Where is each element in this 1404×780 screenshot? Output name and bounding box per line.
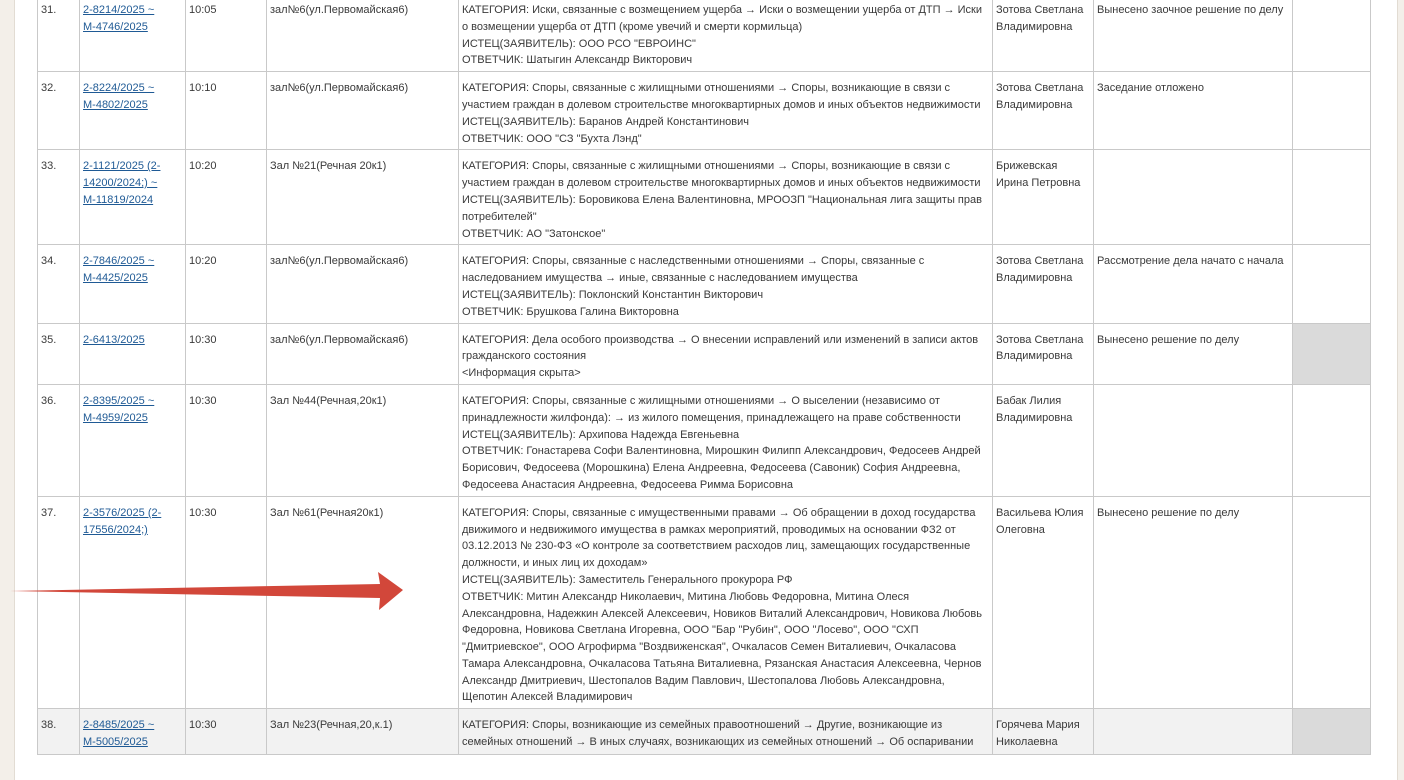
category-text: КАТЕГОРИЯ: Иски, связанные с возмещением ущерба → Иски о возмещении ущерба от ДТП → Иски о возмещении ущерба от ДТП (кроме увечий и смерти кормильца) xyxy=(462,4,983,33)
table-row xyxy=(38,323,1371,384)
page-content xyxy=(14,0,1398,780)
hearing-result: Вынесено решение по делу xyxy=(1094,323,1293,384)
extra-cell xyxy=(1293,72,1371,150)
case-cell xyxy=(80,150,186,245)
table-row xyxy=(38,496,1371,709)
hearing-time: 10:30 xyxy=(186,709,267,755)
case-info xyxy=(459,150,993,245)
judge-name: Зотова Светлана Владимировна xyxy=(993,0,1094,72)
defendant-text: ОТВЕТЧИК: Шатыгин Александр Викторович xyxy=(462,54,693,67)
case-info xyxy=(459,323,993,384)
case-info xyxy=(459,384,993,496)
table-row xyxy=(38,72,1371,150)
hearing-result xyxy=(1094,150,1293,245)
category-text: КАТЕГОРИЯ: Дела особого производства → О внесении исправлений или изменений в записи актов гражданского состояния xyxy=(462,333,979,363)
plaintiff-text: ИСТЕЦ(ЗАЯВИТЕЛЬ): Баранов Андрей Константинович xyxy=(462,115,750,128)
row-number: 33. xyxy=(38,150,80,245)
row-number: 36. xyxy=(38,384,80,496)
case-number-link[interactable]: 2-7846/2025 ~ М-4425/2025 xyxy=(83,255,155,285)
extra-cell xyxy=(1293,150,1371,245)
hearing-result xyxy=(1094,709,1293,755)
category-text: КАТЕГОРИЯ: Споры, связанные с наследственными отношениями → Споры, связанные с наследованием имущества → иные, связанные с наследованием имущества xyxy=(462,255,925,285)
table-row xyxy=(38,245,1371,323)
judge-name: Зотова Светлана Владимировна xyxy=(993,245,1094,323)
hearing-hall: зал№6(ул.Первомайская6) xyxy=(267,72,459,150)
category-text: КАТЕГОРИЯ: Споры, связанные с жилищными отношениями → Споры, возникающие в связи с участием граждан в долевом строительстве многоквартирных домов и иных объектов недвижимости xyxy=(462,160,981,190)
table-row xyxy=(38,150,1371,245)
judge-name: Горячева Мария Николаевна xyxy=(993,709,1094,755)
hearing-hall: зал№6(ул.Первомайская6) xyxy=(267,245,459,323)
hearing-time: 10:30 xyxy=(186,384,267,496)
extra-cell xyxy=(1293,709,1371,755)
case-cell xyxy=(80,384,186,496)
extra-cell xyxy=(1293,245,1371,323)
row-number: 37. xyxy=(38,496,80,709)
case-cell xyxy=(80,496,186,709)
case-cell xyxy=(80,0,186,72)
hearing-hall: Зал №21(Речная 20к1) xyxy=(267,150,459,245)
table-row xyxy=(38,0,1371,72)
case-cell xyxy=(80,72,186,150)
case-info xyxy=(459,496,993,709)
row-number: 38. xyxy=(38,709,80,755)
case-info xyxy=(459,709,993,755)
judge-name: Брижевская Ирина Петровна xyxy=(993,150,1094,245)
case-number-link[interactable]: 2-1121/2025 (2-14200/2024;) ~ М-11819/2024 xyxy=(83,160,161,206)
hearing-hall: зал№6(ул.Первомайская6) xyxy=(267,0,459,72)
hearing-hall: зал№6(ул.Первомайская6) xyxy=(267,323,459,384)
category-text: КАТЕГОРИЯ: Споры, связанные с жилищными отношениями → О выселении (независимо от принадлежности жилфонда): → из жилого помещения, принадлежащего на праве собственности xyxy=(462,394,961,424)
hearing-hall: Зал №23(Речная,20,к.1) xyxy=(267,709,459,755)
judge-name: Зотова Светлана Владимировна xyxy=(993,323,1094,384)
hearing-result xyxy=(1094,384,1293,496)
case-number-link[interactable]: 2-8214/2025 ~ М-4746/2025 xyxy=(83,4,155,33)
court-schedule-table xyxy=(37,0,1371,755)
extra-cell xyxy=(1293,323,1371,384)
judge-name: Зотова Светлана Владимировна xyxy=(993,72,1094,150)
hearing-time: 10:05 xyxy=(186,0,267,72)
hearing-time: 10:30 xyxy=(186,323,267,384)
row-number: 31. xyxy=(38,0,80,72)
case-info xyxy=(459,72,993,150)
hidden-info-text: <Информация скрыта> xyxy=(462,367,581,380)
hearing-time: 10:20 xyxy=(186,150,267,245)
plaintiff-text: ИСТЕЦ(ЗАЯВИТЕЛЬ): Архипова Надежда Евгеньевна xyxy=(462,428,740,441)
case-number-link[interactable]: 2-8224/2025 ~ М-4802/2025 xyxy=(83,82,155,111)
row-number: 35. xyxy=(38,323,80,384)
case-number-link[interactable]: 2-8395/2025 ~ М-4959/2025 xyxy=(83,394,155,424)
category-text: КАТЕГОРИЯ: Споры, возникающие из семейных правоотношений → Другие, возникающие из семейных отношений → В иных случаях, возникающих из семейных отношений → Об оспаривании xyxy=(462,719,974,749)
plaintiff-text: ИСТЕЦ(ЗАЯВИТЕЛЬ): Боровикова Елена Валентиновна, МРООЗП "Национальная лига защиты прав потребителей" xyxy=(462,193,982,223)
defendant-text: ОТВЕТЧИК: Митин Александр Николаевич, Митина Любовь Федоровна, Митина Олеся Александровна, Надежкин Алексей Алексеевич, Новиков Виталий Александрович, Новикова Любовь Федоровна, Новикова Светлана Игоревна, ООО "Бар "Рубин", ООО "Лосево", ООО "СХП "Дмитриевское", ООО Агрофирма "Воздвиженская", Очкаласов Семен Виталиевич, Очкаласова Тамара Александровна, Очкаласова Татьяна Виталиевна, Рязанская Анастасия Алексеевна, Чернов Александр Дмитриевич, Шестопалов Вадим Павлович, Шестопалова Любовь Александровна, Щепотин Алексей Владимирович xyxy=(462,590,982,704)
hearing-hall: Зал №61(Речная20к1) xyxy=(267,496,459,709)
case-number-link[interactable]: 2-8485/2025 ~ М-5005/2025 xyxy=(83,719,155,749)
category-text: КАТЕГОРИЯ: Споры, связанные с имущественными правами → Об обращении в доход государства движимого и недвижимого имущества в рамках мероприятий, проводимых на основании ФЗ2 от 03.12.2013 № 230-ФЗ «О контроле за соответствием расходов лиц, замещающих государственные должности, и иных лиц их доходам» xyxy=(462,506,976,570)
hearing-result: Вынесено заочное решение по делу xyxy=(1094,0,1293,72)
extra-cell xyxy=(1293,384,1371,496)
category-text: КАТЕГОРИЯ: Споры, связанные с жилищными отношениями → Споры, возникающие в связи с участием граждан в долевом строительстве многоквартирных домов и иных объектов недвижимости xyxy=(462,82,981,111)
hearing-result: Вынесено решение по делу xyxy=(1094,496,1293,709)
defendant-text: ОТВЕТЧИК: Брушкова Галина Викторовна xyxy=(462,305,679,318)
case-number-link[interactable]: 2-6413/2025 xyxy=(83,333,145,346)
hearing-result: Заседание отложено xyxy=(1094,72,1293,150)
hearing-time: 10:10 xyxy=(186,72,267,150)
hearing-time: 10:20 xyxy=(186,245,267,323)
case-cell xyxy=(80,323,186,384)
defendant-text: ОТВЕТЧИК: ООО "СЗ "Бухта Лэнд" xyxy=(462,132,642,145)
table-row xyxy=(38,384,1371,496)
defendant-text: ОТВЕТЧИК: Гонастарева Софи Валентиновна, Мирошкин Филипп Александрович, Федосеев Андрей Борисович, Федосеева (Морошкина) Елена Андреевна, Федосеева (Савоник) София Андреевна, Федосеева Анастасия Андреевна, Федосеева Римма Борисовна xyxy=(462,445,981,491)
case-info xyxy=(459,0,993,72)
plaintiff-text: ИСТЕЦ(ЗАЯВИТЕЛЬ): Заместитель Генерального прокурора РФ xyxy=(462,573,793,586)
extra-cell xyxy=(1293,0,1371,72)
row-number: 34. xyxy=(38,245,80,323)
hearing-result: Рассмотрение дела начато с начала xyxy=(1094,245,1293,323)
hearing-time: 10:30 xyxy=(186,496,267,709)
judge-name: Бабак Лилия Владимировна xyxy=(993,384,1094,496)
case-number-link[interactable]: 2-3576/2025 (2-17556/2024;) xyxy=(83,506,162,536)
hearing-hall: Зал №44(Речная,20к1) xyxy=(267,384,459,496)
case-cell xyxy=(80,245,186,323)
judge-name: Васильева Юлия Олеговна xyxy=(993,496,1094,709)
table-row xyxy=(38,709,1371,755)
extra-cell xyxy=(1293,496,1371,709)
row-number: 32. xyxy=(38,72,80,150)
case-cell xyxy=(80,709,186,755)
plaintiff-text: ИСТЕЦ(ЗАЯВИТЕЛЬ): ООО РСО "ЕВРОИНС" xyxy=(462,37,696,50)
defendant-text: ОТВЕТЧИК: АО "Затонское" xyxy=(462,227,606,240)
plaintiff-text: ИСТЕЦ(ЗАЯВИТЕЛЬ): Поклонский Константин Викторович xyxy=(462,288,764,301)
case-info xyxy=(459,245,993,323)
